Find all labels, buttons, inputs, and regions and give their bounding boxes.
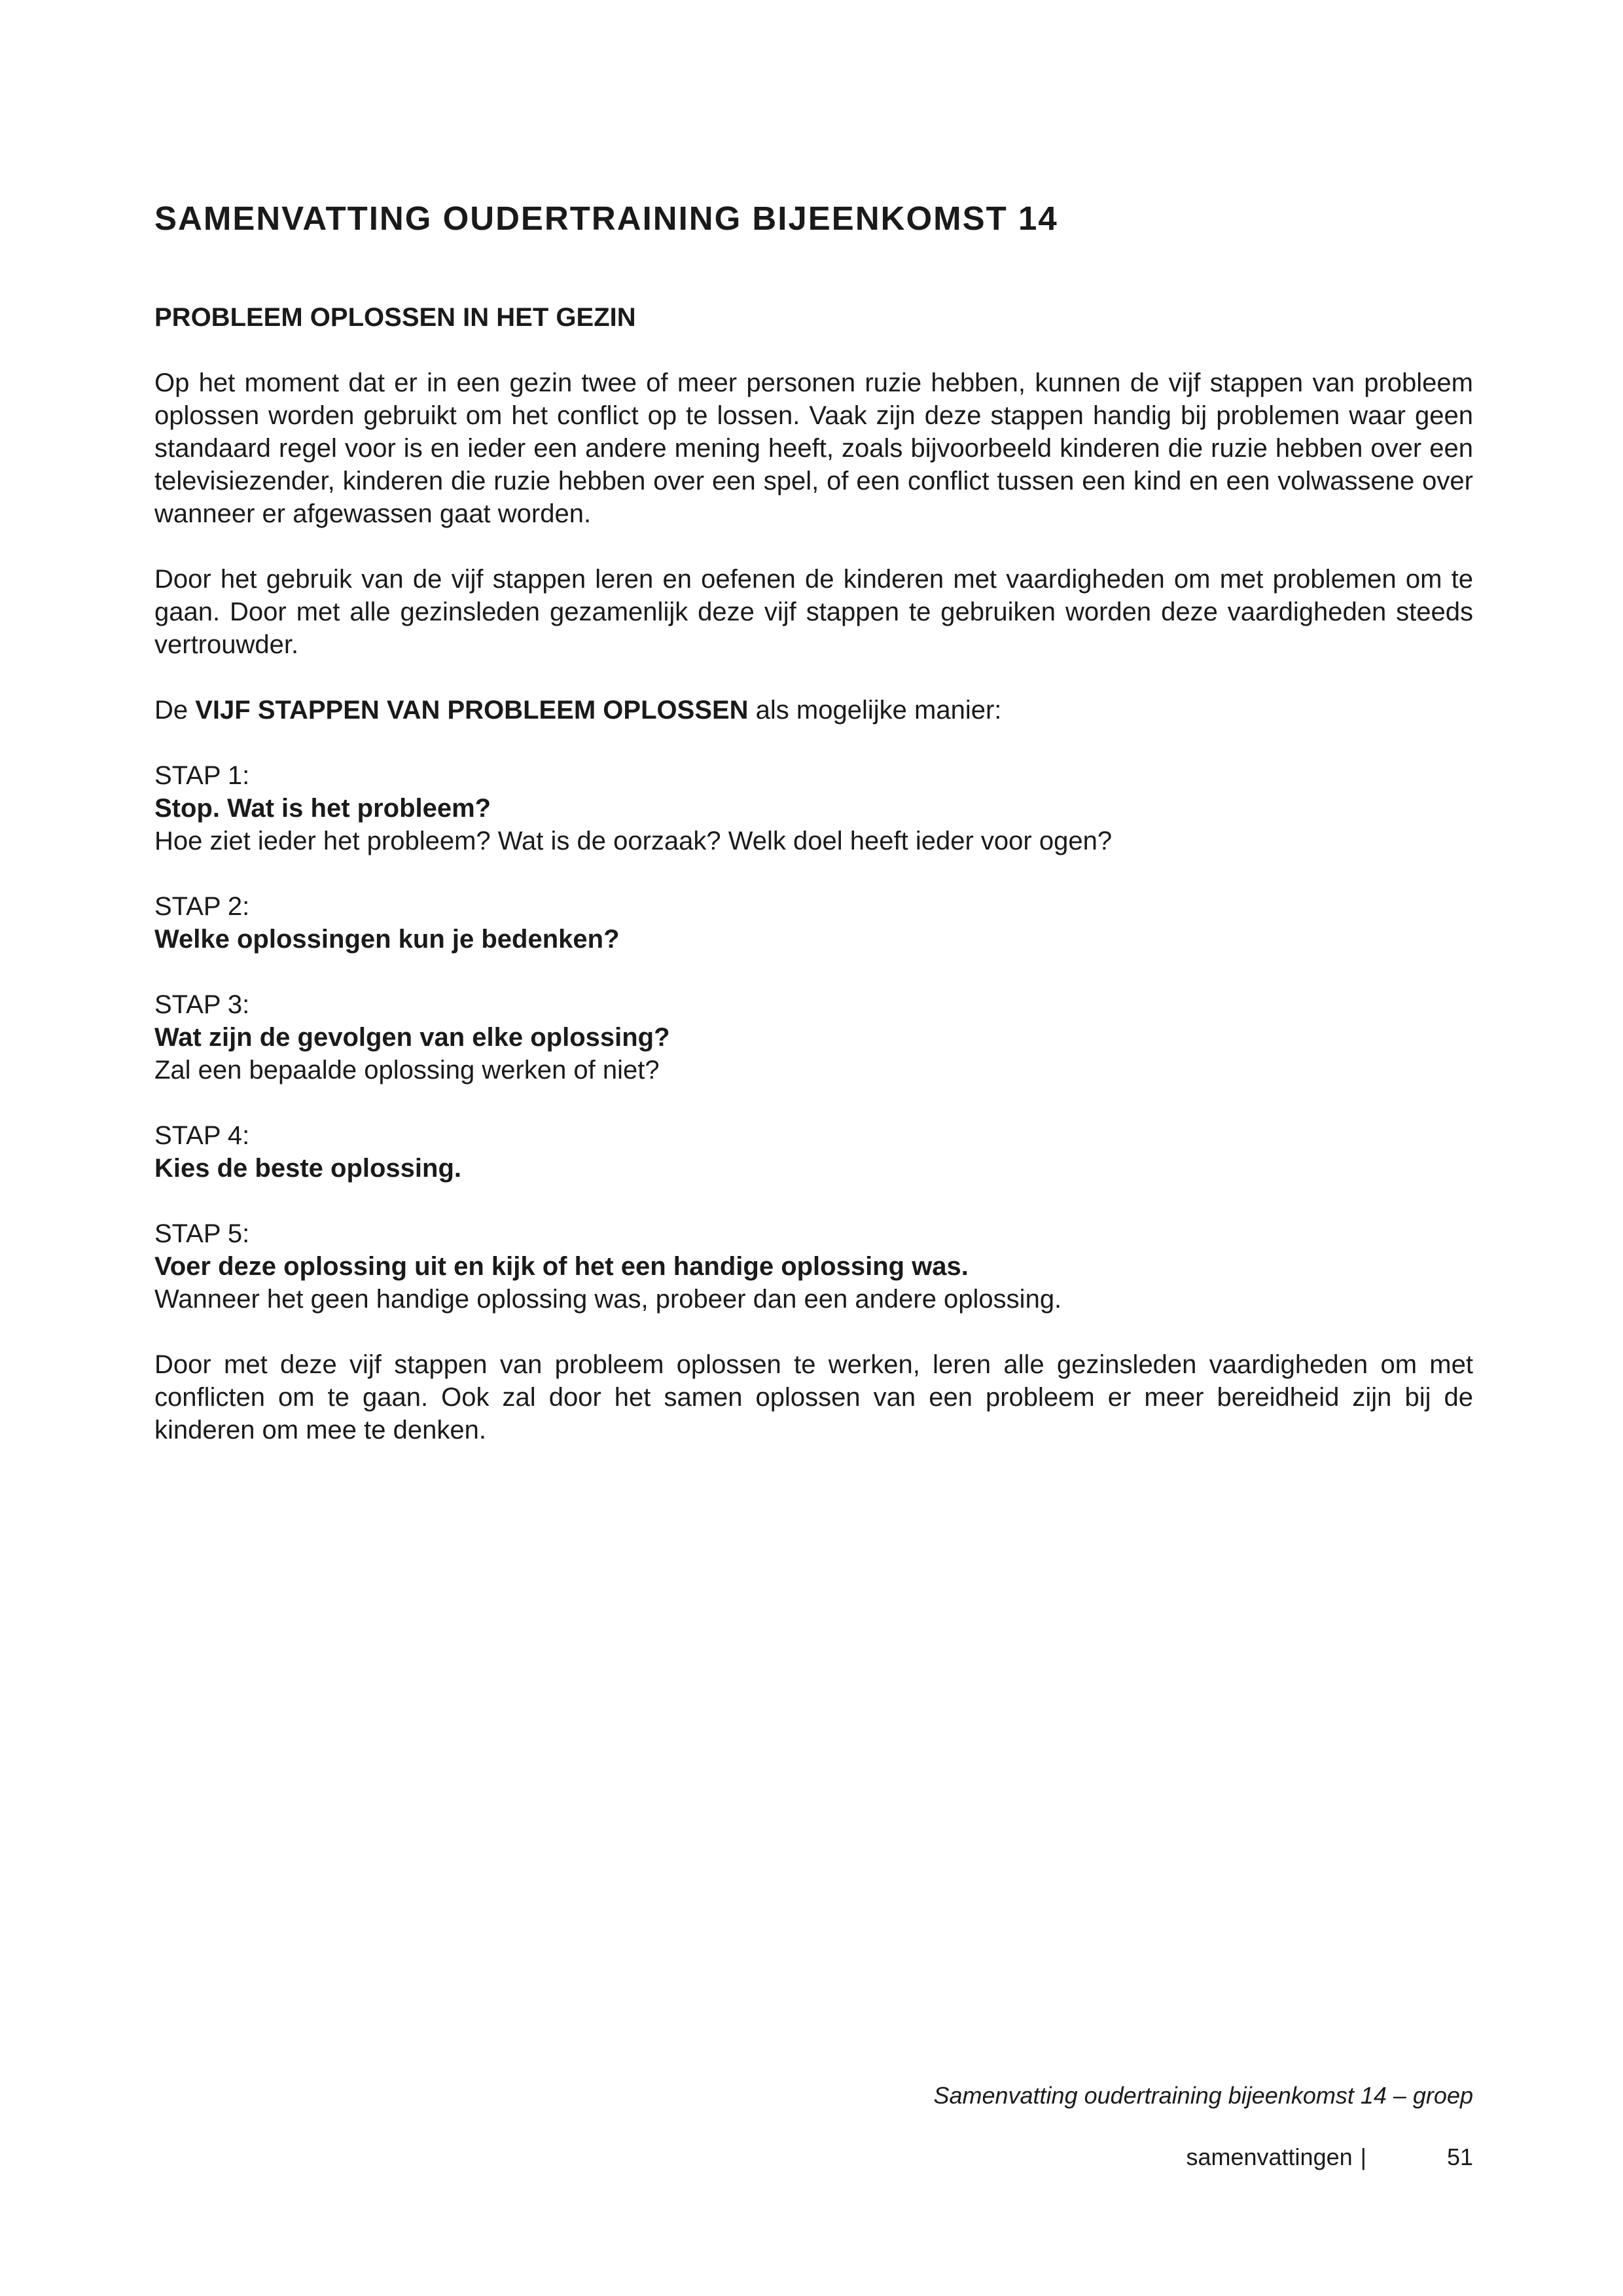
step-question: Voer deze oplossing uit en kijk of het een handige oplossing was.: [154, 1252, 969, 1281]
footer-section-label: samenvattingen: [1186, 2144, 1353, 2170]
document-body: [154, 301, 1473, 1479]
footer-section: [1186, 2142, 1366, 2173]
step-question: Wat zijn de gevolgen van elke oplossing?: [154, 1023, 670, 1052]
step-detail: Zal een bepaalde oplossing werken of niet?: [154, 1056, 660, 1085]
step-question: Kies de beste oplossing.: [154, 1154, 462, 1183]
step-label: STAP 5:: [154, 1219, 250, 1248]
step-label: STAP 3:: [154, 990, 250, 1019]
footer-separator: |: [1360, 2144, 1366, 2170]
section-heading: PROBLEEM OPLOSSEN IN HET GEZIN: [154, 303, 636, 332]
step-3: [154, 988, 1473, 1086]
step-2: [154, 890, 1473, 956]
page-title: SAMENVATTING OUDERTRAINING BIJEENKOMST 14: [154, 200, 1058, 237]
closing-paragraph: Door met deze vijf stappen van probleem oplossen te werken, leren alle gezinsleden vaardigheden om met conflicten om te gaan. Ook zal door het samen oplossen van een probleem er meer bereidheid zijn bij de kinderen om mee te denken.: [154, 1350, 1473, 1444]
skills-paragraph: Door het gebruik van de vijf stappen leren en oefenen de kinderen met vaardigheden om met problemen om te gaan. Door met alle gezinsleden gezamenlijk deze vijf stappen te gebruiken worden deze vaardigheden steeds vertrouwder.: [154, 565, 1473, 659]
page-number: 51: [1446, 2144, 1473, 2170]
step-detail: Wanneer het geen handige oplossing was, probeer dan een andere oplossing.: [154, 1285, 1062, 1314]
step-1: [154, 759, 1473, 857]
step-question: Welke oplossingen kun je bedenken?: [154, 925, 620, 954]
step-detail: Hoe ziet ieder het probleem? Wat is de oorzaak? Welk doel heeft ieder voor ogen?: [154, 827, 1113, 855]
intro-paragraph: Op het moment dat er in een gezin twee of meer personen ruzie hebben, kunnen de vijf stappen van probleem oplossen worden gebruikt om het conflict op te lossen. Vaak zijn deze stappen handig bij problemen waar geen standaard regel voor is en ieder een andere mening heeft, zoals bijvoorbeeld kinderen die ruzie hebben over een televisiezender, kinderen die ruzie hebben over een spel, of een conflict tussen een kind en een volwassene over wanneer er afgewassen gaat worden.: [154, 368, 1473, 528]
step-label: STAP 1:: [154, 761, 250, 790]
step-label: STAP 4:: [154, 1121, 250, 1150]
step-4: [154, 1119, 1473, 1185]
steps-intro: [154, 694, 1473, 726]
document-page: [154, 0, 1473, 2296]
steps-intro-suffix: als mogelijke manier:: [748, 696, 1002, 725]
step-question: Stop. Wat is het probleem?: [154, 794, 491, 823]
step-label: STAP 2:: [154, 892, 250, 921]
footer-caption: Samenvatting oudertraining bijeenkomst 14 – groep: [933, 2082, 1473, 2109]
steps-intro-prefix: De: [154, 696, 196, 725]
steps-intro-emphasis: VIJF STAPPEN VAN PROBLEEM OPLOSSEN: [195, 696, 749, 725]
step-5: [154, 1217, 1473, 1316]
